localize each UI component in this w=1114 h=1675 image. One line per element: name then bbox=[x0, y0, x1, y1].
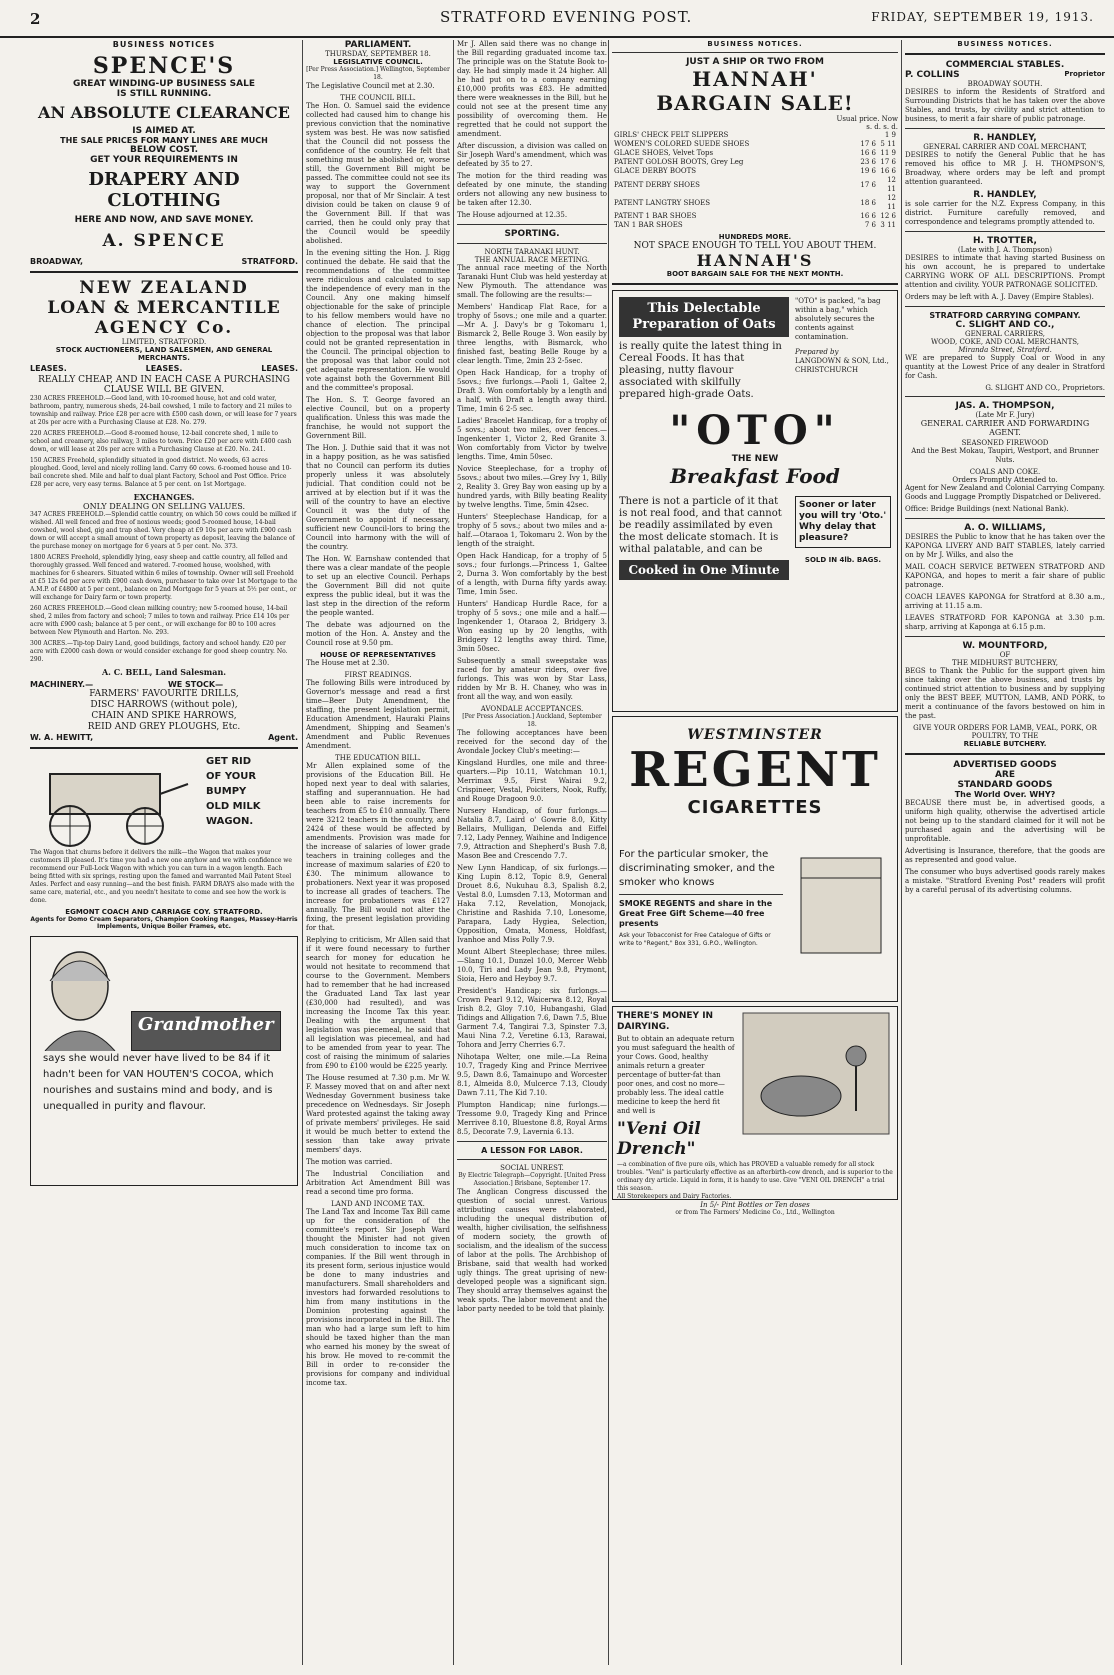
column-rule bbox=[608, 40, 609, 1665]
listing: 260 ACRES FREEHOLD.—Good clean milking country; new 5-roomed house, 14-bail shed, 2 miles from factory and school; 7 miles to town and railway. Price £14 10s per acre with £900 cash; balance at 5 per cent., or will exchange for 80 to 100 acres between New Plymouth and Harton. No. 293. bbox=[30, 605, 290, 636]
trotter-sub: (Late with J. A. Thompson) bbox=[957, 246, 1053, 254]
price-head: Usual price. Now bbox=[836, 115, 898, 123]
press-line: [Per Press Association.] Wellington, September 18. bbox=[306, 66, 450, 81]
paragraph: Nursery Handicap, of four furlongs.—Natalia 8.7, Laird o' Gowrie 8.0, Kitty Bellairs, Mulligan, Delenda and Eiffel 7.12, Lady Penney, Waihine and Indigence 7.9, Attraction and Shepherd's Bush 7.8, Mason Bee and Crescendo 7.7. bbox=[457, 807, 607, 860]
price-now: 12 11 bbox=[887, 176, 896, 193]
spence-headline: AN ABSOLUTE CLEARANCE bbox=[38, 103, 290, 122]
trotter-body: DESIRES to intimate that having started Business on his own account, he is prepared to undertake CARRYING WORK OF ALL DESCRIPTIONS. Prompt attention and civility. YOUR PATRONAGE SOLICITED. bbox=[905, 254, 1105, 289]
paragraph: The House resumed at 7.30 p.m. Mr W. F. Massey moved that on and after next Wednesday Government business take precedence on Wednesdays. Sir Joseph Ward protested against the taking away of private members' privileges. He said it would be much better to extend the session than take away private members' days. bbox=[306, 1074, 450, 1154]
wagon-head: BUMPY bbox=[206, 786, 247, 797]
advert-head: ARE bbox=[994, 770, 1016, 780]
price-item-name: GLACE SHOES, Velvet Tops bbox=[614, 149, 714, 157]
hannah-name: HANNAH' bbox=[692, 67, 818, 91]
price-item-name: TAN 1 BAR SHOES bbox=[614, 221, 683, 229]
spence-ad bbox=[30, 53, 298, 266]
paragraph: Members' Handicap Flat Race, for a trophy of 5sovs.; one mile and a quarter.—Mr A. J. Davy's br g Tokomaru 1, Bismarck 2, Belle Rouge 3. Won easily by three lengths, with Bismarck, who finished fast, beating Belle Rouge by a clear length. Time, 2min 23 2-5sec. bbox=[457, 303, 607, 365]
spence-address: BROADWAY, bbox=[30, 257, 84, 266]
collins-ad bbox=[905, 60, 1105, 124]
price-item-name: WOMEN'S COLORED SUEDE SHOES bbox=[614, 140, 750, 148]
machinery-item: DISC HARROWS (without pole), bbox=[90, 700, 238, 710]
slight-name: C. SLIGHT AND CO., bbox=[955, 320, 1055, 330]
oto-logo: "OTO" bbox=[669, 407, 841, 454]
listing: 1800 ACRES Freehold, splendidly lying, easy sheep and cattle country, all felled and thoroughly grassed. Well fenced and watered. 7-roomed house, woolshed, with machines for 6 shearers. Situated within 6 miles of township. Owner will sell Freehold at £5 12s 6d per acre with £900 cash down, purchaser to take over 1st Mortgage to the A.M.P. of £4800 at 5 per cent., balance on 2nd Mortgage for 5 years at 5½ per cent., or will exchange for Dairy farm or town property. bbox=[30, 554, 298, 601]
paragraph: President's Handicap; six furlongs.—Crown Pearl 9.12, Waicerwa 8.12, Royal Irish 8.2, Gloy 7.10, Hubangashi, Glad Tidings and Alligation 7.6, Dawn 7.5, Blue Garment 7.4, Tangirai 7.3, Spinster 7.3, Maui Nina 7.2, Veretine 6.13, Rarawai, Tohora and Jerry Cherries 6.7. bbox=[457, 987, 607, 1049]
price-table bbox=[612, 131, 898, 230]
nz-cheap: REALLY CHEAP, AND IN EACH CASE A PURCHASING CLAUSE WILL BE GIVEN. bbox=[38, 375, 290, 395]
oto-title: This Delectable bbox=[647, 301, 761, 316]
handley-ad bbox=[905, 133, 1105, 227]
advert-body: BECAUSE there must be, in advertised goods, a uniform high quality, otherwise the advertised article not being up to the standard claimed for it will not be purchased again and the advertising will be unprofitable. bbox=[905, 799, 1105, 843]
slight-head: STRATFORD CARRYING COMPANY. bbox=[929, 311, 1081, 320]
machinery-ad bbox=[30, 680, 298, 742]
spence-address: STRATFORD. bbox=[241, 257, 298, 266]
handley-body: is sole carrier for the N.Z. Express Company, in this district. Furniture carefully removed, and correspondence and telegrams promptly attended to. bbox=[905, 200, 1105, 226]
paragraph: The debate was adjourned on the motion of the Hon. A. Anstey and the Council rose at 9.50 pm. bbox=[306, 621, 450, 647]
leases-heading: LEASES. bbox=[261, 364, 298, 373]
price-usual: 18 6 bbox=[860, 198, 876, 207]
parliament-title: PARLIAMENT. bbox=[344, 40, 412, 50]
spence-line: GREAT WINDING-UP BUSINESS SALE bbox=[72, 79, 256, 89]
wagon-illustration bbox=[30, 754, 190, 849]
wagon-ad bbox=[30, 754, 298, 930]
machinery-agent-title: Agent. bbox=[268, 733, 298, 742]
collins-addr: BROADWAY SOUTH. bbox=[967, 80, 1043, 88]
hannah-boot: BOOT BARGAIN SALE FOR THE NEXT MONTH. bbox=[666, 270, 844, 278]
farmer-and-cow-illustration bbox=[741, 1011, 891, 1136]
price-usual: 16 6 bbox=[860, 149, 876, 157]
collins-head: COMMERCIAL STABLES. bbox=[945, 60, 1065, 70]
spence-name: A. SPENCE bbox=[102, 231, 226, 251]
slight-ad bbox=[905, 311, 1105, 392]
regent-smoke: SMOKE REGENTS and share in the Great Free Gift Scheme—40 free presents bbox=[619, 899, 773, 928]
paragraph: In the evening sitting the Hon. J. Rigg continued the debate. He said that the recommendations of the committee were ridiculous and calculated to sap the independence of every man in the Council. Any one making himself objectionable for the sake of principle to his fellow members would have no chance of election. The principal objection to the proposal was that labor could not be granted representation in the Council. The principal objection to the proposal was that labor could not get adequate representation. He would vote against both the Government Bill and the committee's proposal. bbox=[306, 249, 450, 392]
grandmother-portrait bbox=[35, 941, 125, 1051]
nz-title: LOAN & MERCANTILE bbox=[47, 298, 281, 318]
slight-sub: GENERAL CARRIERS, bbox=[964, 330, 1045, 338]
price-usual: 17 6 bbox=[860, 180, 876, 189]
trotter-ad bbox=[905, 236, 1105, 302]
subheading: THE ANNUAL RACE MEETING. bbox=[474, 256, 590, 264]
slight-sign: G. SLIGHT AND CO., Proprietors. bbox=[985, 384, 1105, 392]
column-1 bbox=[30, 40, 298, 1665]
price-item-name: PATENT 1 BAR SHOES bbox=[614, 212, 697, 220]
veni-maker: or from The Farmers' Medicine Co., Ltd., Wellington bbox=[675, 1209, 835, 1216]
nz-loan-ad bbox=[30, 278, 298, 677]
press-line: [Per Press Association.] Auckland, September 18. bbox=[462, 713, 602, 728]
subheading: NORTH TARANAKI HUNT. bbox=[484, 248, 580, 256]
oto-sold: SOLD IN 4lb. BAGS. bbox=[804, 556, 882, 564]
mountford-head: W. MOUNTFORD, bbox=[962, 641, 1048, 651]
veni-price: In 5/- Pint Bottles or Ten doses bbox=[700, 1201, 810, 1209]
price-now: 16 6 bbox=[880, 167, 896, 175]
oto-prep: Prepared by bbox=[795, 348, 839, 356]
spence-line: BELOW COST. bbox=[129, 145, 199, 155]
hannah-nospace: NOT SPACE ENOUGH TO TELL YOU ABOUT THEM. bbox=[633, 241, 877, 251]
section-label: BUSINESS NOTICES. bbox=[707, 40, 803, 48]
mountford-sub: THE MIDHURST BUTCHERY, bbox=[952, 659, 1058, 667]
regent-ask: Ask your Tobacconist for Free Catalogue of Gifts or write to "Regent," Box 331, G.P.O., Wellington. bbox=[619, 932, 771, 947]
section-label: BUSINESS NOTICES bbox=[112, 40, 216, 49]
thompson-body: GENERAL CARRIER AND FORWARDING AGENT. bbox=[920, 419, 1090, 437]
cocoa-ad bbox=[30, 936, 298, 1186]
thompson-orders: Orders Promptly Attended to. bbox=[952, 476, 1058, 484]
price-row bbox=[612, 212, 898, 221]
oto-body2: There is not a particle of it that is not real food, and that cannot be readily assimilated by even the most delicate stomach. It is withal palatable, and can be bbox=[619, 496, 782, 555]
thompson-coke: COALS AND COKE. bbox=[969, 468, 1041, 476]
hannah-more: HUNDREDS MORE. bbox=[718, 233, 792, 241]
mountford-give: GIVE YOUR ORDERS FOR LAMB, VEAL, PORK, OR POULTRY, TO THE bbox=[913, 724, 1097, 740]
price-now: 5 11 bbox=[880, 140, 896, 148]
mountford-ad bbox=[905, 641, 1105, 748]
price-row bbox=[612, 194, 898, 212]
exchanges-heading: EXCHANGES. bbox=[133, 492, 195, 502]
advert-body: The consumer who buys advertised goods rarely makes a mistake. "Stratford Evening Post" readers will profit by a careful perusal of its advertising columns. bbox=[905, 868, 1105, 894]
regent-ad bbox=[612, 716, 898, 1002]
advert-body: Advertising is Insurance, therefore, that the goods are as represented and good value. bbox=[905, 847, 1105, 864]
veni-sold: All Storekeepers and Dairy Factories. bbox=[617, 1193, 732, 1200]
paragraph: Open Hack Handicap, for a trophy of 5sovs.; five furlongs.—Paoli 1, Galtee 2, Draft 3. Won comfortably by a length and a half, with Draft a length away third. Time, 1min 6 2-5 sec. bbox=[457, 369, 607, 413]
oto-title: Preparation of Oats bbox=[632, 317, 776, 332]
price-usual: 17 6 bbox=[860, 140, 876, 148]
leases-heading: LEASES. bbox=[145, 364, 183, 373]
paragraph: The Anglican Congress discussed the question of social unrest. Various attributing causes were elaborated, including the unequal distribution of wealth, higher civilisation, the selfishness of modern society, the growth of socialism, and the idealism of the success of labor at the polls. The Archbishop of Brisbane, said that wealth had worked ugly things. The great uprising of new-developed people was a significant sign. They should array themselves against the weak spots. The labor movement and the labor party needed to be told that plainly. bbox=[457, 1188, 607, 1313]
paragraph: Ladies' Bracelet Handicap, for a trophy of 5 sovs.; about two miles, over fences.—Ingenkenter 1, Victor 2, Red Granite 3. Won comfortably from Victor by twelve lengths. Time, 4min 50sec. bbox=[457, 417, 607, 461]
paragraph: The House met at 2.30. bbox=[306, 659, 390, 667]
price-item-name: GIRLS' CHECK FELT SLIPPERS bbox=[614, 131, 729, 139]
oto-ad bbox=[612, 290, 898, 712]
wagon-company: EGMONT COACH AND CARRIAGE COY. STRATFORD. bbox=[65, 908, 263, 916]
oto-breakfast: Breakfast Food bbox=[670, 464, 840, 488]
listing: 300 ACRES.—Tip-top Dairy Land, good buildings, factory and school handy. £20 per acre with £2000 cash down or would consider exchange for good sheep country. No. 290. bbox=[30, 640, 288, 663]
slight-sub: WOOD, COKE, AND COAL MERCHANTS, bbox=[930, 338, 1080, 346]
thompson-head: JAS. A. THOMPSON, bbox=[955, 401, 1055, 411]
trotter-head: H. TROTTER, bbox=[973, 236, 1037, 246]
price-item-name: GLACE DERBY BOOTS bbox=[614, 167, 697, 175]
spence-line: IS AIMED AT. bbox=[132, 126, 196, 136]
slight-addr: Miranda Street, Stratford. bbox=[958, 346, 1052, 354]
price-usual bbox=[858, 131, 878, 140]
spence-headline: DRAPERY AND CLOTHING bbox=[88, 169, 240, 211]
price-item-name: PATENT LANGTRY SHOES bbox=[614, 198, 711, 207]
paragraph: The Hon. O. Samuel said the evidence collected had caused him to change his previous conviction that the nominative system was best. He was now satisfied that the Council did not possess the confidence of the country. He felt that something must be abolished or, worse still, the Government Bill might be passed. The committee could not see its way to support the Government proposal, nor that of Mr Sinclair. A test division could be taken on clause 9 of the Government Bill. If that was carried, then he could only pray that the Council would be speedily abolished. bbox=[306, 102, 450, 245]
nz-limited: LIMITED, STRATFORD. bbox=[121, 338, 207, 346]
machinery-item: REID AND GREY PLOUGHS, Etc. bbox=[87, 722, 241, 732]
paragraph: The House adjourned at 12.35. bbox=[457, 211, 568, 219]
column-3 bbox=[457, 40, 607, 1665]
listing: 347 ACRES FREEHOLD.—Splendid cattle country, on which 50 cows could be milked if wished. All well fenced and free of noxious weeds; good 5-roomed house, 14-bail cowshed, wool shed, gig and trap shed. Very cheap at £9 10s per acre with £900 cash down or will accept a small amount of town property as deposit, leaving the balance of the purchase money on mortgage for 6 years at 5 per cent. No. 373. bbox=[30, 511, 297, 550]
subheading: LAND AND INCOME TAX. bbox=[331, 1200, 425, 1208]
subheading: AVONDALE ACCEPTANCES. bbox=[480, 705, 584, 713]
paragraph: The Land Tax and Income Tax Bill came up for the consideration of the committee's report. Sir Joseph Ward thought the Minister had not given much consideration to income tax on companies. If the Bill went through in its present form, serious injustice would be done to many industries and manufacturers. Small shareholders and investors had forwarded resolutions to him from many institutions in the Dominion protesting against the provisions incorporated in the Bill. The man who had a large sum left to him should be taxed higher than the man who earned his money by the sweat of his brow. He moved to re-commit the Bill in order to re-consider the provisions for company and individual income tax. bbox=[306, 1208, 450, 1387]
column-5 bbox=[905, 40, 1105, 1665]
williams-coach: LEAVES STRATFORD FOR KAPONGA at 3.30 p.m. sharp, arriving at Kaponga at 6.15 p.m. bbox=[905, 614, 1105, 631]
wagon-body: The Wagon that churns before it delivers the milk—the Wagon that makes your customers ill pleased. It's time you had a new one anyhow and we with confidence we recommend our Full-Lock Wagon with which you can turn in a wagon length. Each being fitted with six springs, resting upon the famed and warranted Mail Patent Steel Axles. Perfect and easy running—and the best finish. FARM DRAYS also made with the same care, material, etc., and you needn't hesitate to come and see how the work is done. bbox=[30, 849, 295, 904]
handley-head: R. HANDLEY, bbox=[973, 190, 1037, 200]
hannah-name2: HANNAH'S bbox=[696, 251, 814, 270]
council-heading: LEGISLATIVE COUNCIL. bbox=[333, 58, 423, 66]
paragraph: The Industrial Conciliation and Arbitration Act Amendment Bill was read a second time pro forma. bbox=[306, 1170, 450, 1196]
paragraph: The annual race meeting of the North Taranaki Hunt Club was held yesterday at New Plymouth. The attendance was small. The following are the results:— bbox=[457, 264, 607, 299]
paragraph: Nihotapa Welter, one mile.—La Reina 10.7, Tragedy King and Prince Merrivee 9.5, Dawn 8.6, Tamainupo and Worcester 8.1, Almeida 8.0, Mulcerce 7.13, Cloudy Dawn 7.11, The Kid 7.10. bbox=[457, 1053, 607, 1097]
oto-cooked: Cooked in One Minute bbox=[619, 560, 789, 580]
nz-title: NEW ZEALAND bbox=[79, 278, 249, 298]
price-row bbox=[612, 158, 898, 167]
nz-signature: A. C. BELL, Land Salesman. bbox=[101, 667, 227, 677]
thompson-ad bbox=[905, 401, 1105, 514]
price-row bbox=[612, 167, 898, 176]
paragraph: Mr J. Allen said there was no change in the Bill regarding graduated income tax. The principle was on the Statute Book to-day. He had simply made it 24 higher. All he had put on to a company earning £10,000 profits was £83. He admitted there were weaknesses in the Bill, but he could not see at the present time any possibility of overcoming them. He regretted that he could not support the amendment. bbox=[457, 40, 607, 138]
subheading: SOCIAL UNREST. bbox=[500, 1164, 564, 1172]
oto-body: is really quite the latest thing in Cereal Foods. It has that pleasing, nutty flavour associated with skilfully prepared high-grade Oats. bbox=[619, 341, 782, 400]
wagon-agents: Agents for Domo Cream Separators, Champion Cooking Ranges, Massey-Harris Implements, Unique Boiler Frames, etc. bbox=[30, 916, 298, 930]
mountford-of: OF bbox=[999, 651, 1011, 659]
page-number: 2 bbox=[30, 10, 41, 28]
cocoa-text: says she would never have lived to be 84 if it hadn't been for VAN HOUTEN'S COCOA, which nourishes and sustains mind and body, and is unequalled in purity and flavour. bbox=[43, 1053, 274, 1112]
paragraph: Replying to criticism, Mr Allen said that if it were found necessary to further search for money for education he would not hesitate to recommend that course to the Government. Members had to remember that he had increased the Graduated Land Tax last year (£30,000 had resulted), and was increasing the Income Tax this year. Dealing with the argument that legislation was piecemeal, he said that all legislation was piecemeal, and had to be amended from year to year. The cost of raising the minimum of salaries from £90 to £100 would be £225 yearly. bbox=[306, 936, 450, 1070]
column-4 bbox=[612, 40, 898, 1665]
price-units: s. d. s. d. bbox=[866, 123, 898, 131]
machinery-item: FARMERS' FAVOURITE DRILLS, bbox=[89, 689, 239, 699]
mountford-body: BEGS to Thank the Public for the support given him since taking over the above business, and trusts by continued strict attention to business and by supplying only the BEST BEEF, MUTTON, LAMB, AND PORK, to merit a continuance of the favors bestowed on him in the past. bbox=[905, 667, 1105, 720]
paragraph: The following acceptances have been received for the second day of the Avondale Jockey Club's meeting:— bbox=[457, 729, 607, 755]
machinery-head: MACHINERY.— bbox=[30, 680, 94, 689]
leases-heading: LEASES. bbox=[30, 364, 67, 373]
spence-title: SPENCE'S bbox=[92, 53, 236, 79]
spence-line: GET YOUR REQUIREMENTS IN bbox=[90, 155, 238, 165]
wagon-head: WAGON. bbox=[206, 816, 254, 827]
price-now: 12 6 bbox=[880, 212, 896, 220]
subheading: THE COUNCIL BILL. bbox=[340, 94, 416, 102]
advert-head: The World Over. WHY? bbox=[954, 790, 1056, 799]
subheading: THE EDUCATION BILL. bbox=[335, 754, 421, 762]
house-heading: HOUSE OF REPRESENTATIVES bbox=[320, 651, 436, 659]
paragraph: The motion was carried. bbox=[306, 1158, 393, 1166]
paragraph: Subsequently a small sweepstake was raced for by amateur riders, over five furlongs. This was won by Star Lass, ridden by Mr B. H. Chaney, who was in front all the way, and won easily. bbox=[457, 657, 607, 701]
paragraph: Kingsland Hurdles, one mile and three-quarters.—Pip 10.11, Watchman 10.1, Merrimax 9.5, First Wairai 9.2, Crispineer, Vestal, Poiciters, Nook, Ruffy, and Rouge Dragoon 9.0. bbox=[457, 759, 607, 803]
regent-tagline: For the particular smoker, the discriminating smoker, and the smoker who knows bbox=[619, 849, 775, 888]
paragraph: Hunters' Handicap Hurdle Race, for a trophy of 5 sovs.; one mile and a half.—Ingenkender 1, Otaraoa 2, Bridgery 3. Won easing up by 20 lengths, with Bridgery 12 lengths away third. Time, 3min 50sec. bbox=[457, 600, 607, 653]
paragraph: Plumpton Handicap; nine furlongs.—Tressome 9.0, Tragedy King and Prince Merrivee 8.10, Bluestone 8.8, Royal Arms 8.5, Decorate 7.9, Lavernia 6.13. bbox=[457, 1101, 607, 1136]
masthead: STRATFORD EVENING POST. bbox=[440, 8, 693, 26]
lesson-heading: A LESSON FOR LABOR. bbox=[481, 1146, 583, 1155]
veni-foot: —a combination of five pure oils, which has PROVED a valuable remedy for all stock troubles. "Veni" is particularly effective as an afterbirth-cow drench, and is superior to the ordinary dry article. Liquid in form, it is handy to use. Give "VENI OIL DRENCH" a trial this season. bbox=[617, 1161, 893, 1192]
cocoa-head: Grandmother bbox=[131, 1011, 281, 1051]
advertised-goods-ad bbox=[905, 760, 1105, 895]
collins-prop: Proprietor bbox=[1064, 70, 1105, 78]
listing: 220 ACRES FREEHOLD.—Good 8-roomed house, 12-bail concrete shed, 1 mile to school and creamery, also railway, 3 miles to town. Price £20 per acre with £400 cash down, or will lease at 20s per acre with a Purchasing Clause at £20. No. 241. bbox=[30, 430, 292, 453]
price-usual: 19 6 bbox=[860, 167, 876, 175]
regent-cigarettes: CIGARETTES bbox=[687, 797, 823, 818]
spence-line: HERE AND NOW, AND SAVE MONEY. bbox=[74, 215, 254, 225]
paragraph: The following Bills were introduced by Governor's message and read a first time—Beer Duty Amendment, the staffing, the present legislation permit, Education Amendment, Hauraki Plains Amendment, Shipping and Seamen's Amendment and Public Revenues Amendment. bbox=[306, 679, 450, 750]
listing: 150 ACRES Freehold, splendidly situated in good district. No weeds, 63 acres ploughed. Good, level and nicely rolling land. Carry 60 cows. 6-roomed house and 10-bail concrete shed. Mile and half to dual plant Factory, School and Post Office. Price £28 per acre, very easy terms. Balance at 5 per cent. on 1st Mortgage. bbox=[30, 457, 292, 488]
paragraph: New Lynn Handicap, of six furlongs.—King Lupin 8.12, Topic 8.9, General Drouet 8.6, Nukuhau 8.3, Spalish 8.2, Vestal 8.0, Lumsden 7.13, Motorman and Haka 7.12, Revelation, Monojack, Christine and Rashida 7.10, Lonesome, Parapara, Lady Hygiea, Selection, Opposition, Omata, Moness, Holdfast, Ivanhoe and Miss Polly 7.9. bbox=[457, 864, 607, 944]
price-item-name: PATENT DERBY SHOES bbox=[614, 180, 700, 189]
hannah-ad bbox=[612, 57, 898, 278]
column-rule bbox=[302, 40, 303, 1665]
oto-maker: LANGDOWN & SON, Ltd., CHRISTCHURCH bbox=[795, 357, 889, 374]
paragraph: The Hon. W. Earnshaw contended that there was a clear mandate of the people to set up an elective Council. Perhaps the Government Bill did not quite express the public ideal, but it was the last step in the direction of the reform the people wanted. bbox=[306, 555, 450, 617]
issue-date: FRIDAY, SEPTEMBER 19, 1913. bbox=[871, 10, 1094, 24]
price-now: 17 6 bbox=[880, 158, 896, 166]
paragraph: The Legislative Council met at 2.30. bbox=[306, 82, 435, 90]
thompson-sub: (Late Mr F. Jury) bbox=[975, 411, 1035, 419]
price-usual: 16 6 bbox=[860, 212, 876, 220]
collins-body: DESIRES to inform the Residents of Stratford and Surrounding Districts that he has taken over the above Stables, and trusts, by civility and strict attention to business, to merit a fair share of public patronage. bbox=[905, 88, 1105, 123]
price-usual: 7 6 bbox=[864, 221, 876, 229]
price-row bbox=[612, 140, 898, 149]
handley-body: DESIRES to notify the General Public that he has removed his office to MR J. H. THOMPSON'S, Broadway, where orders may be left and prompt attention guaranteed. bbox=[905, 151, 1105, 186]
wagon-head: OLD MILK bbox=[206, 801, 261, 812]
mountford-reliable: RELIABLE BUTCHERY. bbox=[963, 740, 1047, 748]
paragraph: After discussion, a division was called on Sir Joseph Ward's amendment, which was defeated by 35 to 27. bbox=[457, 142, 607, 168]
price-now: 12 11 bbox=[887, 194, 896, 211]
page-header bbox=[0, 0, 1114, 38]
veni-head: THERE'S MONEY IN DAIRYING. bbox=[617, 1011, 714, 1032]
trotter-orders: Orders may be left with A. J. Davey (Empire Stables). bbox=[905, 293, 1094, 301]
machinery-agent: W. A. HEWITT, bbox=[30, 733, 94, 742]
oto-new: THE NEW bbox=[731, 454, 779, 464]
wagon-head: GET RID bbox=[206, 756, 252, 767]
price-row bbox=[612, 131, 898, 140]
price-row bbox=[612, 149, 898, 158]
paragraph: Mount Albert Steeplechase; three miles.—Slang 10.1, Dunzel 10.0, Mercer Webb 10.0, Tiri and Lady Jean 9.8, Prymont, Sioia, Hero and Heyboy 9.7. bbox=[457, 948, 607, 983]
veni-ad bbox=[612, 1006, 898, 1216]
veni-brand: "Veni Oil Drench" bbox=[617, 1119, 701, 1159]
hannah-top: JUST A SHIP OR TWO FROM bbox=[686, 57, 824, 67]
press-line: By Electric Telegraph—Copyright. [United Press Association.] Brisbane, September 17. bbox=[458, 1172, 606, 1187]
cigarette-packet-illustration bbox=[791, 848, 891, 958]
price-now: 11 9 bbox=[880, 149, 896, 157]
thompson-fire: SEASONED FIREWOOD bbox=[961, 439, 1049, 447]
spence-line: THE SALE PRICES FOR MANY LINES ARE MUCH bbox=[60, 136, 268, 145]
paragraph: The motion for the third reading was defeated by one minute, the standing orders not allowing any new business to be taken after 12.30. bbox=[457, 172, 607, 207]
slight-body: WE are prepared to Supply Coal or Wood in any quantity at the Lowest Price of any dealer in Stratford for Cash. bbox=[905, 354, 1105, 380]
sporting-heading: SPORTING. bbox=[504, 229, 560, 239]
veni-body: But to obtain an adequate return you must safeguard the health of your Cows. Good, healthy animals return a greater percentage of butter-fat than poor ones, and cost no more—probably less. The ideal cattle medicine to keep the herd fit and well is bbox=[617, 1035, 735, 1115]
hannah-sale: BARGAIN SALE! bbox=[656, 91, 854, 115]
regent-brand: REGENT bbox=[629, 742, 881, 798]
subheading: FIRST READINGS. bbox=[344, 671, 412, 679]
regent-westminster: WESTMINSTER bbox=[687, 727, 823, 743]
paragraph: The Hon. S. T. George favored an elective Council, but on a property qualification. Unless this was made the franchise, he would not support the Government Bill. bbox=[306, 396, 450, 440]
spence-line: IS STILL RUNNING. bbox=[116, 89, 212, 99]
paragraph: Novice Steeplechase, for a trophy of 5sovs.; about two miles.—Grey Ivy 1, Billy 2, Reality 3. Grey Bay won easing up by a hundred yards, with Billy beating Reality by twelve lengths. Time, 5min 42sec. bbox=[457, 465, 607, 509]
column-rule bbox=[901, 40, 902, 1665]
oto-sooner: Sooner or later you will try 'Oto.' Why delay that pleasure? bbox=[795, 496, 891, 548]
price-item-name: PATENT GOLOSH BOOTS, Grey Leg bbox=[614, 158, 744, 166]
paragraph: Hunters' Steeplechase Handicap, for a trophy of 5 sovs.; about two miles and a-half.—Otaraoa 1, Tokomaru 2. Won by the length of the straight. bbox=[457, 513, 607, 548]
thompson-coal: And the Best Mokau, Taupiri, Westport, and Brunner Nuts. bbox=[911, 447, 1099, 464]
advert-head: ADVERTISED GOODS bbox=[953, 760, 1057, 770]
paragraph: The Hon. J. Duthie said that it was not in a happy position, as he was satisfied that no Council can perform its duties properly unless it was absolutely judicial. That condition could not be arrived at by election but if it was the will of the country to have an elective Council it was the duty of the Government to appoint if necessary, sufficient new Council-lors to bring the Council into harmony with the will of the country. bbox=[306, 444, 450, 551]
williams-coach: COACH LEAVES KAPONGA for Stratford at 8.30 a.m., arriving at 11.15 a.m. bbox=[905, 593, 1105, 610]
thompson-office: Office: Bridge Buildings (next National Bank). bbox=[905, 505, 1069, 513]
paragraph: Open Hack Handicap, for a trophy of 5 sovs.; four furlongs.—Princess 1, Galtee 2, Durna 3. Won comfortably by the best of a length, with Durna fifty yards away. Time, 1min 5sec. bbox=[457, 552, 607, 596]
listing: 230 ACRES FREEHOLD.—Good land, with 10-roomed house, hot and cold water, bathroom, pantry, numerous sheds, 24-bail cowshed, 1 mile to factory and 21 miles to township and railway. Price £28 per acre with £500 cash down, or will lease for 7 years at 20s per acre with a Purchasing Clause at £28. No. 279. bbox=[30, 395, 297, 426]
williams-mail: MAIL COACH SERVICE BETWEEN STRATFORD AND KAPONGA, and hopes to merit a fair share of public patronage. bbox=[905, 563, 1105, 589]
handley-head: R. HANDLEY, bbox=[973, 133, 1037, 143]
nz-title: AGENCY Co. bbox=[94, 318, 234, 338]
price-row bbox=[612, 176, 898, 194]
nz-subtitle: STOCK AUCTIONEERS, LAND SALESMEN, AND GENERAL MERCHANTS. bbox=[55, 346, 273, 362]
price-row bbox=[612, 221, 898, 230]
williams-head: A. O. WILLIAMS, bbox=[964, 523, 1046, 533]
exchanges-sub: ONLY DEALING ON SELLING VALUES. bbox=[83, 502, 245, 511]
collins-name: P. COLLINS bbox=[905, 70, 960, 80]
price-usual: 23 6 bbox=[860, 158, 876, 166]
machinery-item: CHAIN AND SPIKE HARROWS, bbox=[91, 711, 237, 721]
parliament-date: THURSDAY, SEPTEMBER 18. bbox=[325, 50, 431, 58]
williams-body: DESIRES the Public to know that he has taken over the KAPONGA LIVERY AND BAIT STABLES, lately carried on by Mr J. Wilks, and also the bbox=[905, 533, 1105, 559]
price-now: 3 11 bbox=[880, 221, 896, 229]
wagon-head: OF YOUR bbox=[206, 771, 257, 782]
section-label: BUSINESS NOTICES. bbox=[957, 40, 1053, 48]
thompson-agent: Agent for New Zealand and Colonial Carrying Company. Goods and Luggage Promptly Dispatched or Delivered. bbox=[905, 484, 1105, 501]
column-rule bbox=[453, 40, 454, 1665]
advert-head: STANDARD GOODS bbox=[957, 780, 1053, 790]
price-now: 1 9 bbox=[884, 131, 896, 139]
williams-ad bbox=[905, 523, 1105, 632]
column-2 bbox=[306, 40, 450, 1665]
handley-sub: GENERAL CARRIER AND COAL MERCHANT, bbox=[923, 143, 1087, 151]
machinery-stock: WE STOCK— bbox=[167, 680, 224, 689]
paragraph: Mr Allen explained some of the provisions of the Education Bill. He hoped next year to deal with salaries, staffing and superannuation. He had been able to raise increments for teachers from £5 to £10 annually. There were 3212 teachers in the country, and 2424 of these would be affected by amendments. Provision was made for the increase of salaries of lower grade teachers in training colleges and the increase of maximum salaries of £20 to £30. The minimum allowance to probationers. Next year it was proposed to increase all grades of teachers. The increase for probationers was £127 annually. The Bill would not alter the fixing, the present legislation providing for that. bbox=[306, 762, 450, 932]
oto-quote: "OTO" is packed, "a bag within a bag," which absolutely secures the contents against contamination. bbox=[795, 297, 881, 341]
